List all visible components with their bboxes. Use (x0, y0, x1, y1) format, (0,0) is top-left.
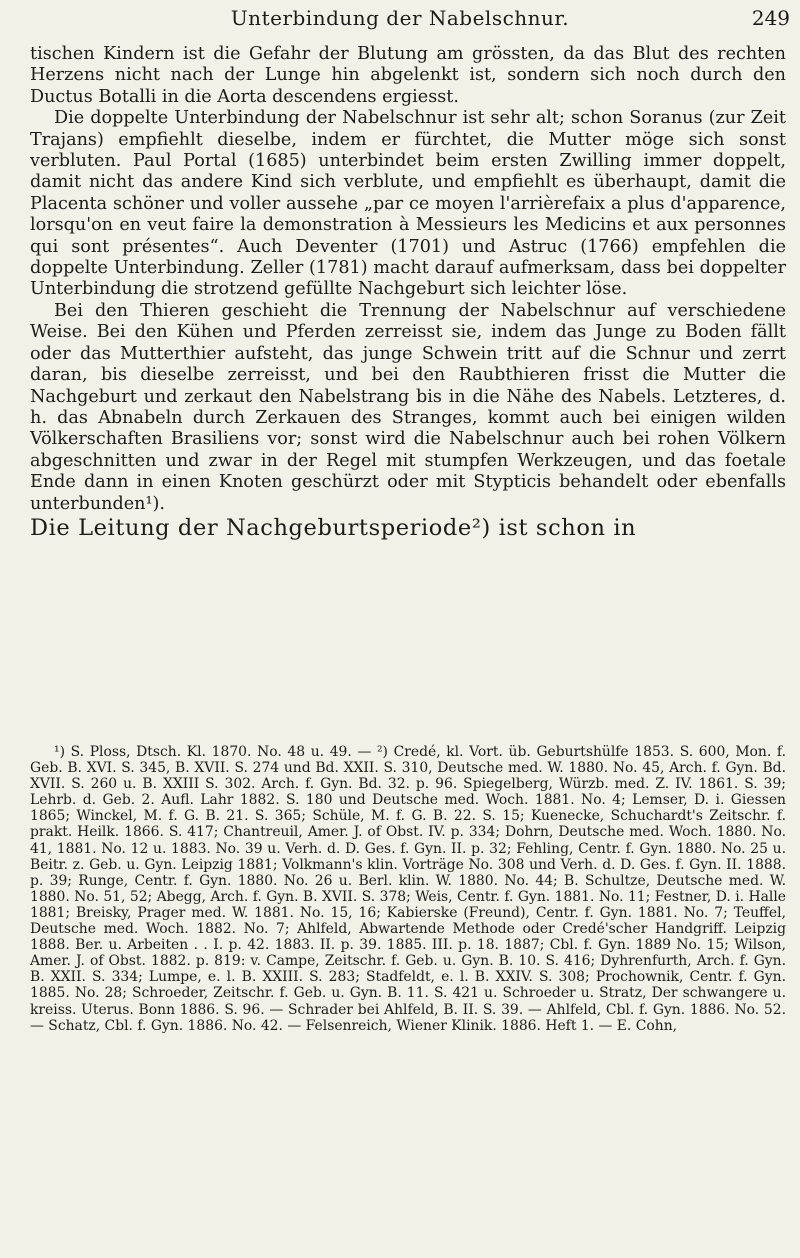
paragraph-2: Die doppelte Unterbindung der Nabelschnur ist sehr alt; schon Soranus (zur Zeit Trajans) empfiehlt dieselbe, indem er fürchtet, die Mutter möge sich sonst verbluten. Paul Portal (1685) unterbindet beim ersten Zwilling immer doppelt, damit nicht das andere Kind sich verblute, und empfiehlt es überhaupt, damit die Placenta schöner und voller aussehe „par ce moyen l'arrièrefaix a plus d'apparence, lorsqu'on en veut faire la demonstration à Messieurs les Medicins et aux personnes qui sont présentes“. Auch Deventer (1701) und Astruc (1766) empfehlen die doppelte Unterbindung. Zeller (1781) macht darauf aufmerksam, dass bei doppelter Unterbindung die strotzend gefüllte Nachgeburt sich leichter löse. (30, 108, 786, 300)
running-title: Unterbindung der Nabelschnur. (230, 6, 570, 30)
section-heading-line: Die Leitung der Nachgeburtsperiode²) ist schon in (30, 514, 637, 541)
body-text (30, 44, 786, 542)
footnotes (30, 744, 786, 1034)
footnote-text: ¹) S. Ploss, Dtsch. Kl. 1870. No. 48 u. 49. — ²) Credé, kl. Vort. üb. Geburtshülfe 1853. S. 600, Mon. f. Geb. B. XVI. S. 345, B. XVII. S. 274 und Bd. XXII. S. 310, Deutsche med. W. 1880. No. 45, Arch. f. Gyn. Bd. XVII. S. 260 u. B. XXIII S. 302. Arch. f. Gyn. Bd. 32. p. 96. Spiegelberg, Würzb. med. Z. IV. 1861. S. 39; Lehrb. d. Geb. 2. Aufl. Lahr 1882. S. 180 und Deutsche med. Woch. 1881. No. 4; Lemser, D. i. Giessen 1865; Winckel, M. f. G. B. 21. S. 365; Schüle, M. f. G. B. 22. S. 15; Kuenecke, Schuchardt's Zeitschr. f. prakt. Heilk. 1866. S. 417; Chantreuil, Amer. J. of Obst. IV. p. 334; Dohrn, Deutsche med. Woch. 1880. No. 41, 1881. No. 12 u. 1883. No. 39 u. Verh. d. D. Ges. f. Gyn. II. p. 32; Fehling, Centr. f. Gyn. 1880. No. 25 u. Beitr. z. Geb. u. Gyn. Leipzig 1881; Volkmann's klin. Vorträge No. 308 und Verh. d. D. Ges. f. Gyn. II. 1888. p. 39; Runge, Centr. f. Gyn. 1880. No. 26 u. Berl. klin. W. 1880. No. 44; B. Schultze, Deutsche med. W. 1880. No. 51, 52; Abegg, Arch. f. Gyn. B. XVII. S. 378; Weis, Centr. f. Gyn. 1881. No. 11; Festner, D. i. Halle 1881; Breisky, Prager med. W. 1881. No. 15, 16; Kabierske (Freund), Centr. f. Gyn. 1881. No. 7; Teuffel, Deutsche med. Woch. 1882. No. 7; Ahlfeld, Abwartende Methode oder Credé'scher Handgriff. Leipzig 1888. Ber. u. Arbeiten . . I. p. 42. 1883. II. p. 39. 1885. III. p. 18. 1887; Cbl. f. Gyn. 1889 No. 15; Wilson, Amer. J. of Obst. 1882. p. 819: v. Campe, Zeitschr. f. Geb. u. Gyn. B. 10. S. 416; Dyhrenfurth, Arch. f. Gyn. B. XXII. S. 334; Lumpe, e. l. B. XXIII. S. 283; Stadfeldt, e. l. B. XXIV. S. 308; Prochownik, Centr. f. Gyn. 1885. No. 28; Schroeder, Zeitschr. f. Geb. u. Gyn. B. 11. S. 421 u. Schroeder u. Stratz, Der schwangere u. kreiss. Uterus. Bonn 1886. S. 96. — Schrader bei Ahlfeld, B. II. S. 39. — Ahlfeld, Cbl. f. Gyn. 1886. No. 52. — Schatz, Cbl. f. Gyn. 1886. No. 42. — Felsenreich, Wiener Klinik. 1886. Heft 1. — E. Cohn, (30, 744, 786, 1034)
paragraph-1: tischen Kindern ist die Gefahr der Blutung am grössten, da das Blut des rechten Herzens nicht nach der Lunge hin abgelenkt ist, sondern sich noch durch den Ductus Botalli in die Aorta descendens ergiesst. (30, 44, 786, 107)
page-number: 249 (751, 6, 790, 30)
paragraph-3: Bei den Thieren geschieht die Trennung der Nabelschnur auf verschiedene Weise. Bei den Kühen und Pferden zerreisst sie, indem das Junge zu Boden fällt oder das Mutterthier aufsteht, das junge Schwein tritt auf die Schnur und zerrt daran, bis dieselbe zerreisst, und bei den Raubthieren frisst die Mutter die Nachgeburt und zerkaut den Nabelstrang bis in die Nähe des Nabels. Letzteres, d. h. das Abnabeln durch Zerkauen des Stranges, kommt auch bei einigen wilden Völkerschaften Brasiliens vor; sonst wird die Nabelschnur auch bei rohen Völkern abgeschnitten und zwar in der Regel mit stumpfen Werkzeugen, und das foetale Ende dann in einen Knoten geschürzt oder mit Stypticis behandelt oder ebenfalls unterbunden¹). (30, 300, 786, 514)
page-header (0, 4, 800, 38)
